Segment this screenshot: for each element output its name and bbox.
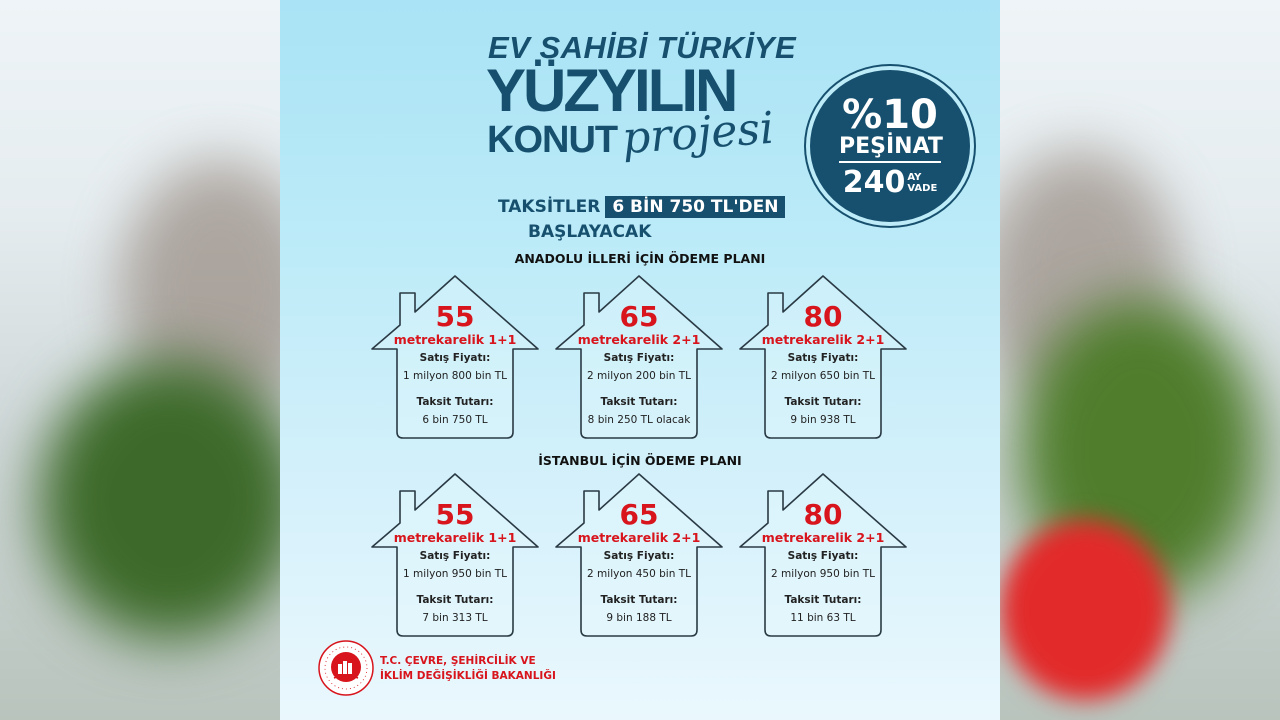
installment-value: 8 bin 250 TL olacak (587, 414, 691, 426)
price-label: Satış Fiyatı: (603, 550, 675, 562)
house-size: 80 (803, 300, 843, 333)
down-payment-badge (810, 70, 970, 222)
house-card (738, 274, 908, 440)
house-size: 65 (619, 498, 659, 531)
blurred-background-left (0, 0, 280, 720)
ministry-seal-logo (318, 640, 374, 696)
house-card (370, 274, 540, 440)
installment-label: Taksit Tutarı: (600, 396, 678, 408)
price-value: 2 milyon 950 bin TL (771, 568, 875, 580)
house-size: 55 (435, 498, 475, 531)
house-type: metrekarelik 1+1 (393, 332, 517, 347)
section-title-anadolu: ANADOLU İLLERİ İÇİN ÖDEME PLANI (514, 251, 766, 266)
badge-unit-top: AY (907, 171, 922, 183)
badge-months: 240 (842, 165, 906, 200)
tagline-suffix: BAŞLAYACAK (528, 222, 652, 242)
price-label: Satış Fiyatı: (787, 550, 859, 562)
tagline-highlight: 6 BİN 750 TL'DEN (605, 196, 785, 218)
price-value: 1 milyon 800 bin TL (403, 370, 507, 382)
section-title-istanbul: İSTANBUL İÇİN ÖDEME PLANI (538, 453, 742, 468)
ministry-name-line1: T.C. ÇEVRE, ŞEHİRCİLİK VE (380, 655, 536, 667)
house-size: 55 (435, 300, 475, 333)
badge-unit-bottom: VADE (907, 182, 938, 194)
house-card (370, 472, 540, 638)
price-value: 2 milyon 200 bin TL (587, 370, 691, 382)
installment-label: Taksit Tutarı: (600, 594, 678, 606)
house-type: metrekarelik 2+1 (761, 332, 885, 347)
headline-line3: KONUT (487, 119, 618, 161)
price-label: Satış Fiyatı: (603, 352, 675, 364)
tagline-prefix: TAKSİTLER (498, 197, 601, 217)
house-card (554, 472, 724, 638)
installment-value: 9 bin 188 TL (606, 612, 672, 624)
headline-script: projesi (620, 102, 776, 165)
installment-value: 9 bin 938 TL (790, 414, 856, 426)
blurred-background-right (1000, 0, 1280, 720)
house-type: metrekarelik 2+1 (577, 530, 701, 545)
installment-label: Taksit Tutarı: (784, 396, 862, 408)
price-label: Satış Fiyatı: (787, 352, 859, 364)
price-label: Satış Fiyatı: (419, 352, 491, 364)
installment-label: Taksit Tutarı: (784, 594, 862, 606)
installment-value: 11 bin 63 TL (790, 612, 856, 624)
installment-label: Taksit Tutarı: (416, 594, 494, 606)
house-type: metrekarelik 2+1 (761, 530, 885, 545)
price-value: 1 milyon 950 bin TL (403, 568, 507, 580)
price-value: 2 milyon 450 bin TL (587, 568, 691, 580)
installment-label: Taksit Tutarı: (416, 396, 494, 408)
ministry-name (380, 654, 556, 684)
house-size: 80 (803, 498, 843, 531)
tagline (498, 196, 785, 218)
house-card (738, 472, 908, 638)
price-value: 2 milyon 650 bin TL (771, 370, 875, 382)
headline-line2: YÜZYILIN (486, 57, 736, 124)
installment-value: 6 bin 750 TL (422, 414, 488, 426)
house-card (554, 274, 724, 440)
infographic-poster (280, 0, 1000, 720)
badge-down-payment: PEŞİNAT (839, 135, 941, 163)
house-size: 65 (619, 300, 659, 333)
house-type: metrekarelik 2+1 (577, 332, 701, 347)
ministry-name-line2: İKLİM DEĞİŞİKLİĞİ BAKANLIĞI (380, 670, 556, 682)
installment-value: 7 bin 313 TL (422, 612, 488, 624)
price-label: Satış Fiyatı: (419, 550, 491, 562)
house-type: metrekarelik 1+1 (393, 530, 517, 545)
headline-line1: EV SAHİBİ TÜRKİYE (488, 30, 797, 65)
badge-percent: %10 (842, 92, 938, 138)
